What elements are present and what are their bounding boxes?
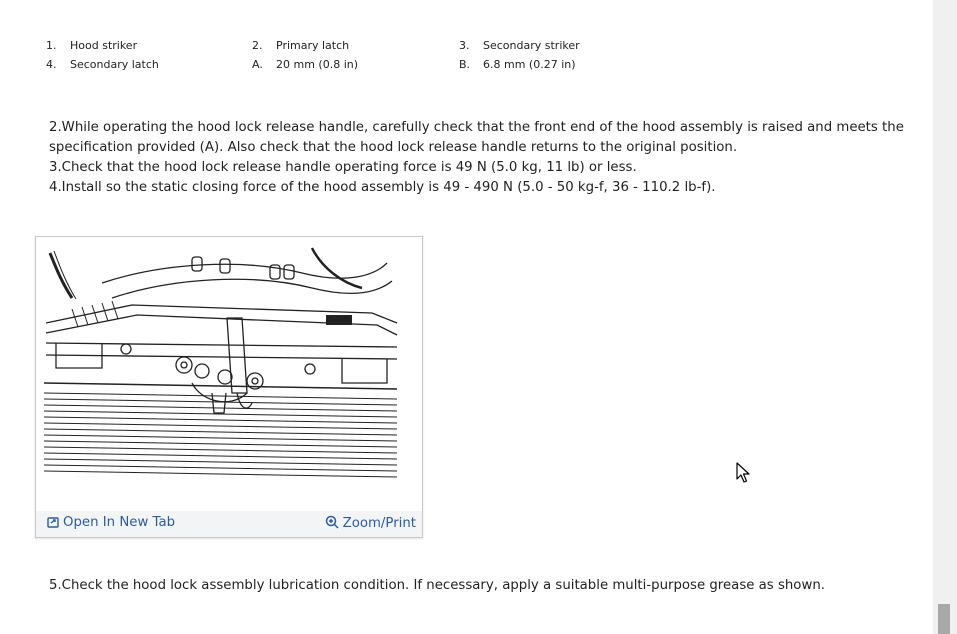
step-5: 5.Check the hood lock assembly lubrication condition. If necessary, apply a suitable multi-purpose grease as shown. [49, 578, 825, 593]
mouse-pointer-icon [736, 462, 752, 484]
legend-number: B. [459, 58, 471, 71]
legend-number: 1. [46, 39, 57, 52]
legend-number: 3. [459, 39, 470, 52]
open-new-tab-icon [47, 516, 59, 528]
open-in-new-tab-label: Open In New Tab [63, 515, 176, 530]
legend-label: Secondary latch [70, 58, 159, 71]
step-3: 3.Check that the hood lock release handle operating force is 49 N (5.0 kg, 11 lb) or less. [49, 160, 637, 175]
figure-toolbar [36, 511, 422, 537]
zoom-print-label: Zoom/Print [342, 516, 416, 531]
vertical-scrollbar[interactable] [933, 0, 957, 634]
legend-label: 20 mm (0.8 in) [276, 58, 359, 71]
hood-latch-diagram[interactable] [42, 243, 402, 483]
procedure-steps [36, 118, 916, 198]
legend-label: Secondary striker [483, 39, 580, 52]
legend-label: Hood striker [70, 39, 138, 52]
legend-label: 6.8 mm (0.27 in) [483, 58, 576, 71]
legend-number: A. [252, 58, 263, 71]
legend-label: Primary latch [276, 39, 350, 52]
open-in-new-tab-link[interactable] [47, 515, 175, 530]
scrollbar-thumb[interactable] [938, 604, 950, 634]
zoom-print-link[interactable] [325, 515, 416, 531]
hood-latch-figure [35, 236, 423, 538]
zoom-in-icon [325, 515, 339, 529]
step-4: 4.Install so the static closing force of the hood assembly is 49 - 490 N (5.0 - 50 kg-f, 36 - 110.2 lb-f). [49, 180, 716, 195]
legend-number: 4. [46, 58, 57, 71]
step-2: 2.While operating the hood lock release handle, carefully check that the front end of the hood assembly is raised and meets the specification provided (A). Also check that the hood lock release handle returns to the original position. [49, 120, 904, 155]
legend-number: 2. [252, 39, 263, 52]
